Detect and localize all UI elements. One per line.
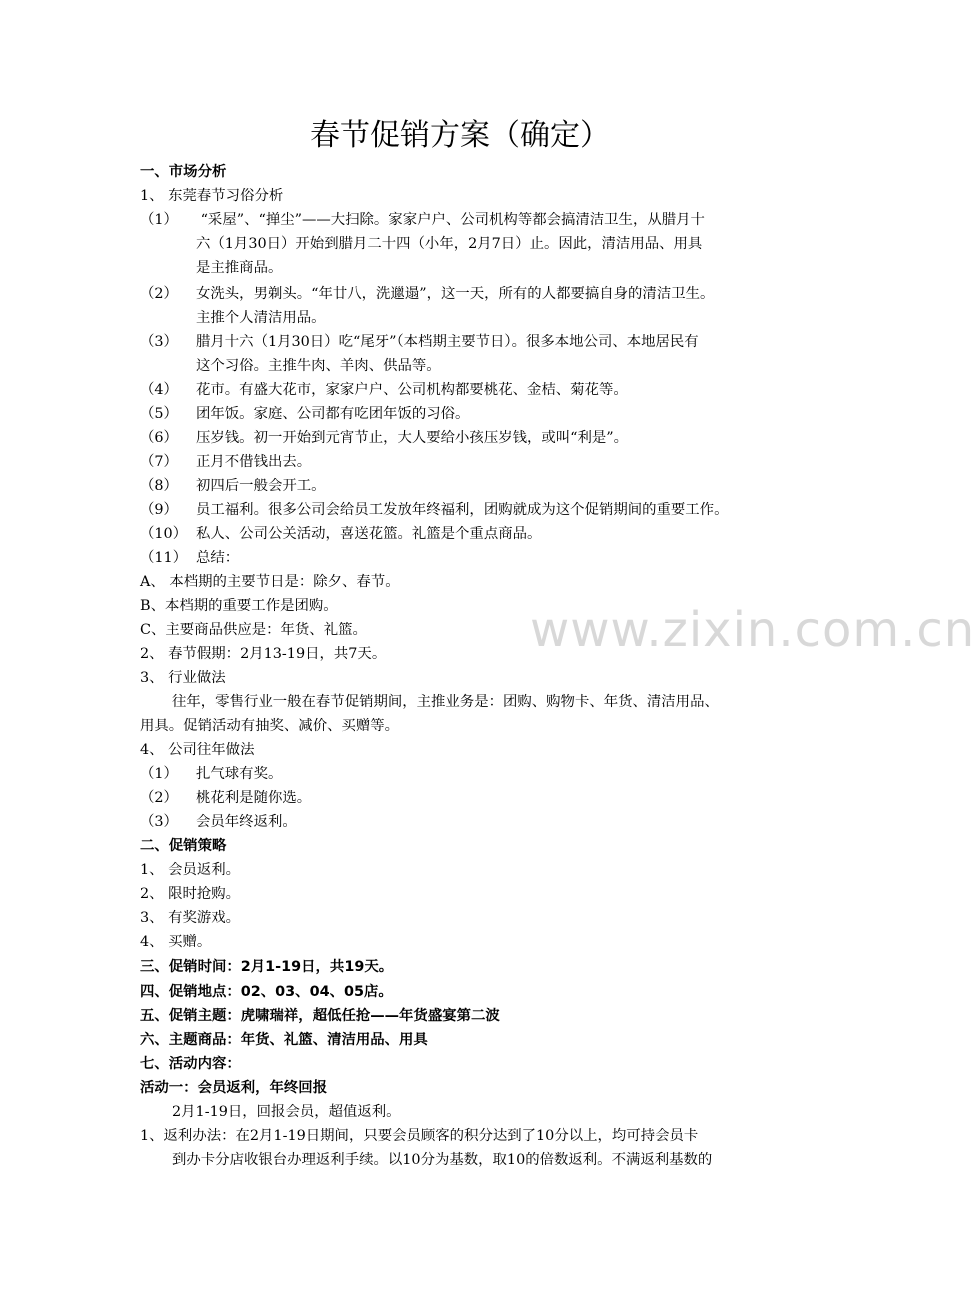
list-item [140,208,705,232]
item-text: 花市。有盛大花市，家家户户、公司机构都要桃花、金桔、菊花等。 [196,382,628,398]
summary-b: B、本档期的重要工作是团购。 [140,598,338,614]
section-heading-market-analysis: 一、市场分析 [140,164,227,180]
strategy-item: 1、 会员返利。 [140,862,241,878]
item-text: 总结： [196,550,240,566]
item-text: 会员年终返利。 [196,814,297,830]
item-text: 正月不借钱出去。 [196,454,312,470]
item-text: 桃花利是随你选。 [196,790,312,806]
item-number: （7） [140,454,178,470]
list-item [140,402,469,426]
item-text: 女洗头，男剃头。“年廿八，洗邋遢”，这一天，所有的人都要搞自身的清洁卫生。 [196,286,715,302]
item-text: 团年饭。家庭、公司都有吃团年饭的习俗。 [196,406,470,422]
activity-one-method-continued: 到办卡分店收银台办理返利手续。以10分为基数，取10的倍数返利。不满返利基数的 [172,1152,713,1168]
section-heading-location: 四、促销地点：02、03、04、05店。 [140,984,393,1000]
item-text: 扎气球有奖。 [196,766,283,782]
section-heading-products: 六、主题商品：年货、礼篮、清洁用品、用具 [140,1032,428,1048]
list-item [140,474,326,498]
item-number: （10） [140,526,188,542]
paragraph-industry-continued: 用具。促销活动有抽奖、减价、买赠等。 [140,718,400,734]
item-text: 初四后一般会开工。 [196,478,326,494]
item-number: （3） [140,334,178,350]
list-item [140,810,297,834]
item-text: 员工福利。很多公司会给员工发放年终福利，团购就成为这个促销期间的重要工作。 [196,502,729,518]
document-title: 春节促销方案（确定） [310,118,610,153]
item-text-continued: 是主推商品。 [196,260,283,276]
item-number: （2） [140,790,178,806]
list-item [140,522,541,546]
item-number: （3） [140,814,178,830]
summary-a: A、 本档期的主要节日是：除夕、春节。 [140,574,400,590]
item-number: （11） [140,550,188,566]
list-item [140,498,728,522]
item-number: （6） [140,430,178,446]
item-number: （9） [140,502,178,518]
item-number: （2） [140,286,178,302]
activity-one-method: 1、返利办法：在2月1-19日期间，只要会员顾客的积分达到了10分以上，均可持会员卡 [140,1128,699,1144]
item-number: （1） [140,766,178,782]
item-number: （4） [140,382,178,398]
item-number: （8） [140,478,178,494]
item-text: 腊月十六（1月30日）吃“尾牙”（本档期主要节日）。很多本地公司、本地居民有 [196,334,699,350]
item-text: 私人、公司公关活动，喜送花篮。礼篮是个重点商品。 [196,526,542,542]
item-text-continued: 这个习俗。主推牛肉、羊肉、供品等。 [196,358,441,374]
item-text: 压岁钱。初一开始到元宵节止，大人要给小孩压岁钱，或叫“利是”。 [196,430,629,446]
strategy-item: 4、 买赠。 [140,934,212,950]
list-item [140,786,311,810]
item-number: （1） [140,212,178,228]
subsection-industry: 3、 行业做法 [140,670,226,686]
activity-one-intro: 2月1-19日，回报会员，超值返利。 [172,1104,401,1120]
strategy-item: 3、 有奖游戏。 [140,910,241,926]
list-item [140,426,628,450]
subsection-company-practice: 4、 公司往年做法 [140,742,255,758]
paragraph-industry: 往年，零售行业一般在春节促销期间，主推业务是：团购、购物卡、年货、清洁用品、 [172,694,719,710]
item-text-continued: 主推个人清洁用品。 [196,310,326,326]
watermark: www.zixin.com.cn [530,602,975,658]
section-heading-activities: 七、活动内容： [140,1056,241,1072]
section-heading-strategy: 二、促销策略 [140,838,227,854]
list-item [140,762,282,786]
list-item [140,546,239,570]
summary-c: C、主要商品供应是：年货、礼篮。 [140,622,367,638]
list-item [140,378,628,402]
section-heading-theme: 五、促销主题：虎啸瑞祥，超低任抢——年货盛宴第二波 [140,1008,500,1024]
section-heading-time: 三、促销时间：2月1-19日，共19天。 [140,959,394,975]
activity-one-heading: 活动一：会员返利，年终回报 [140,1080,328,1096]
strategy-item: 2、 限时抢购。 [140,886,241,902]
list-item [140,282,714,306]
subsection-customs: 1、 东莞春节习俗分析 [140,188,284,204]
list-item [140,330,699,354]
list-item [140,450,311,474]
item-text-continued: 六（1月30日）开始到腊月二十四（小年，2月7日）止。因此，清洁用品、用具 [196,236,703,252]
item-number: （5） [140,406,178,422]
subsection-holiday: 2、 春节假期：2月13-19日，共7天。 [140,646,387,662]
item-text: “采屋”、“掸尘”——大扫除。家家户户、公司机构等都会搞清洁卫生，从腊月十 [196,212,705,228]
